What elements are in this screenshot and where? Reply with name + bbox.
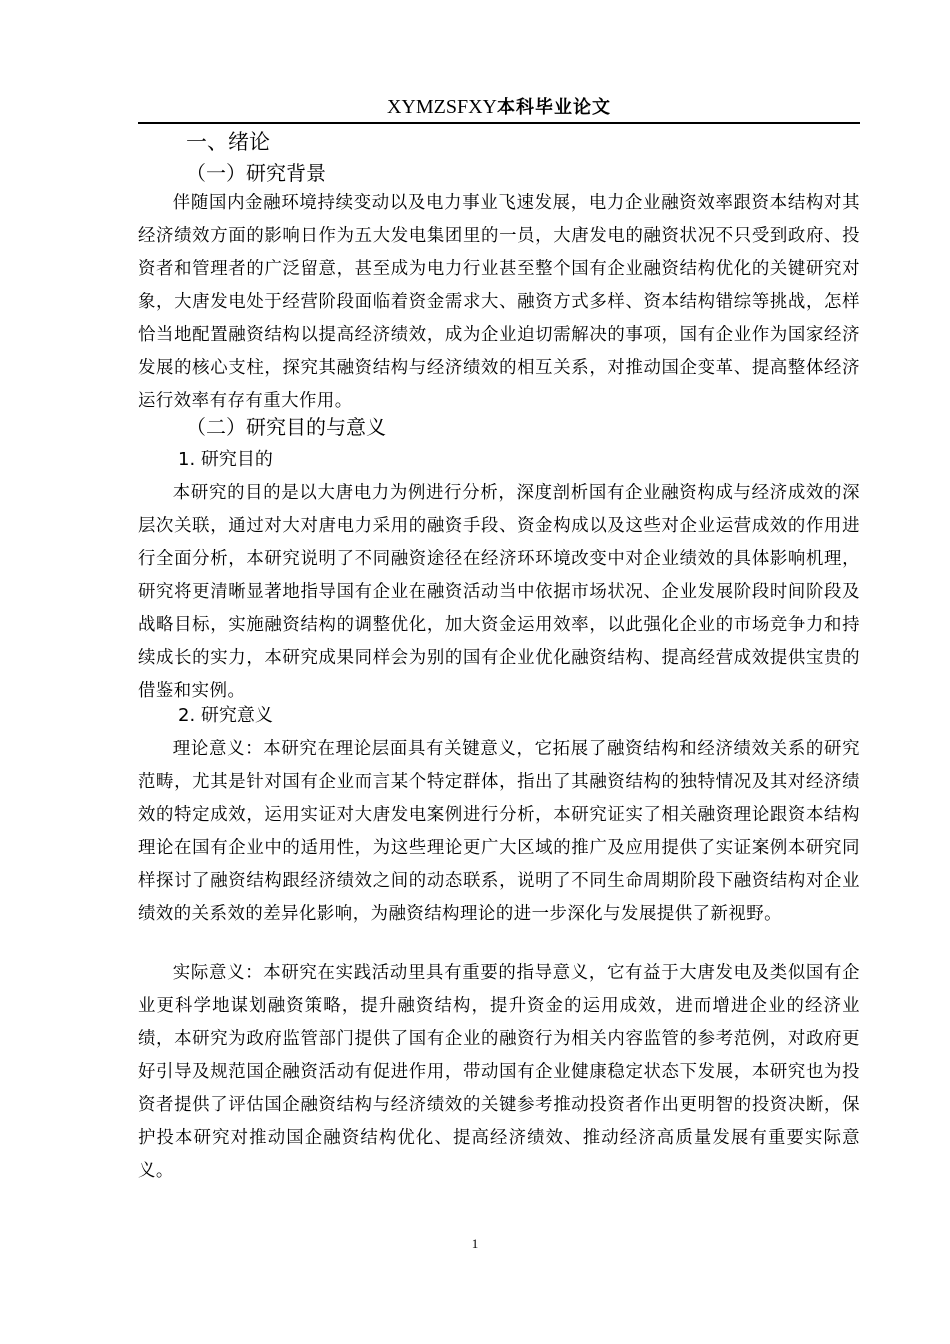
header-latin: XYMZSFXY [386,96,498,118]
section-title-purpose: （二）研究目的与意义 [186,415,386,439]
header-title: 本科毕业论文 [497,97,612,118]
paragraph-practice-significance: 实际意义：本研究在实践活动里具有重要的指导意义，它有益于大唐发电及类似国有企业更科学地谋划融资策略，提升融资结构，提升资金的运用成效，进而增进企业的经济业绩，本研究为政府监管部门提供了国有企业的融资行为相关内容监管的参考范例，对政府更好引导及规范国企融资活动有促进作用，带动国有企业健康稳定状态下发展，本研究也为投资者提供了评估国企融资结构与经济绩效的关键参考推动投资者作出更明智的投资决断，保护投本研究对推动国企融资结构优化、提高经济绩效、推动经济高质量发展有重要实际意义。 [138,963,860,1181]
subsection-title-purpose: 1. 研究目的 [178,449,273,470]
paragraph-purpose: 本研究的目的是以大唐电力为例进行分析，深度剖析国有企业融资构成与经济成效的深层次关联，通过对大对唐电力采用的融资手段、资金构成以及这些对企业运营成效的作用进行全面分析，本研究说明了不同融资途径在经济环环境改变中对企业绩效的具体影响机理，研究将更清晰显著地指导国有企业在融资活动当中依据市场状况、企业发展阶段时间阶段及战略目标，实施融资结构的调整优化，加大资金运用效率，以此强化企业的市场竞争力和持续成长的实力，本研究成果同样会为别的国有企业优化融资结构、提高经营成效提供宝贵的借鉴和实例。 [138,483,860,701]
paragraph-background: 伴随国内金融环境持续变动以及电力事业飞速发展，电力企业融资效率跟资本结构对其经济绩效方面的影响日作为五大发电集团里的一员，大唐发电的融资状况不只受到政府、投资者和管理者的广泛留意，甚至成为电力行业甚至整个国有企业融资结构优化的关键研究对象，大唐发电处于经营阶段面临着资金需求大、融资方式多样、资本结构错综等挑战，怎样恰当地配置融资结构以提高经济绩效，成为企业迫切需解决的事项，国有企业作为国家经济发展的核心支柱，探究其融资结构与经济绩效的相互关系，对推动国企变革、提高整体经济运行效率有存有重大作用。 [138,193,860,411]
page-number: 1 [471,1236,479,1251]
page-header [138,93,860,122]
chapter-title: 一、绪论 [186,130,270,154]
paragraph-theory-significance: 理论意义：本研究在理论层面具有关键意义，它拓展了融资结构和经济绩效关系的研究范畴，尤其是针对国有企业而言某个特定群体，指出了其融资结构的独特情况及其对经济绩效的特定成效，运用实证对大唐发电案例进行分析，本研究证实了相关融资理论跟资本结构理论在国有企业中的适用性，为这些理论更广大区域的推广及应用提供了实证案例本研究同样探讨了融资结构跟经济绩效之间的动态联系，说明了不同生命周期阶段下融资结构对企业绩效的关系效的差异化影响，为融资结构理论的进一步深化与发展提供了新视野。 [138,739,860,924]
subsection-title-significance: 2. 研究意义 [178,705,273,726]
header-divider [138,122,860,124]
section-title-background: （一）研究背景 [186,161,326,185]
